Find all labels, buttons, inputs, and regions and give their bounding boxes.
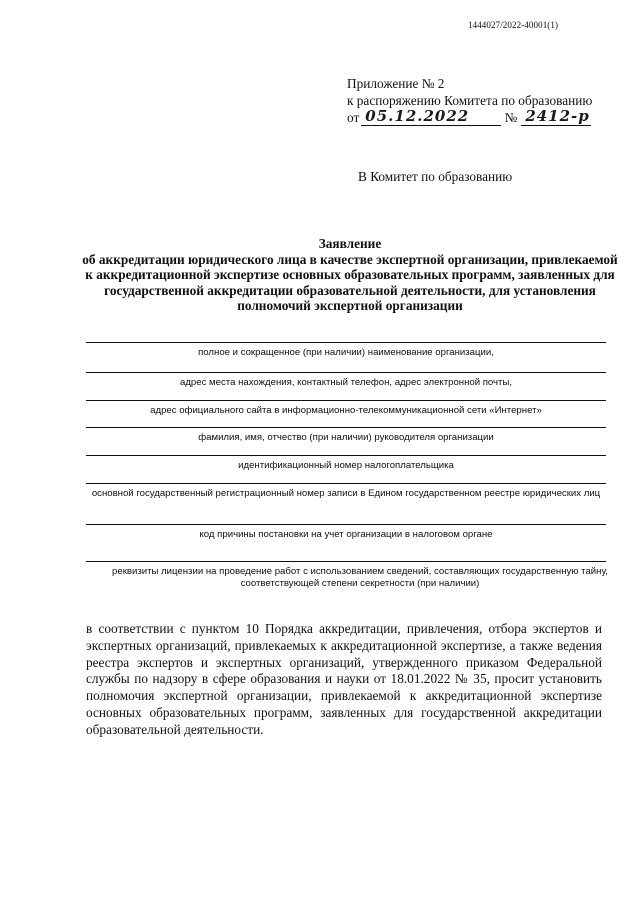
field-line-address	[86, 372, 606, 373]
handwritten-date: 05.12.2022	[365, 107, 470, 125]
caption-address: адрес места нахождения, контактный телефон, адрес электронной почты,	[179, 377, 513, 388]
document-registration-number: 1444027/2022-40001(1)	[468, 20, 559, 30]
caption-ogrn: основной государственный регистрационный номер записи в Едином государственном реестре юридических лиц	[91, 488, 601, 499]
field-line-website	[86, 400, 606, 401]
caption-org-name: полное и сокращенное (при наличии) наименование организации,	[198, 347, 494, 358]
field-line-org-name	[86, 342, 606, 343]
caption-license: реквизиты лицензии на проведение работ с использованием сведений, составляющих государственную тайну, соответствующей степени секретности (при наличии)	[112, 566, 608, 589]
date-line	[361, 109, 501, 126]
handwritten-number: 2412-р	[525, 107, 590, 125]
appendix-block	[347, 75, 592, 126]
caption-director: фамилия, имя, отчество (при наличии) руководителя организации	[198, 432, 494, 443]
field-line-kpp	[86, 524, 606, 525]
field-line-ogrn	[86, 483, 606, 484]
field-line-license	[86, 561, 606, 562]
caption-inn: идентификационный номер налогоплательщика	[238, 460, 454, 471]
number-label: №	[504, 110, 518, 125]
appendix-title: Приложение № 2	[347, 76, 445, 91]
addressee: В Комитет по образованию	[358, 169, 513, 184]
date-label: от	[347, 110, 360, 125]
appendix-date-number-row	[347, 109, 592, 126]
caption-kpp: код причины постановки на учет организации в налоговом органе	[199, 529, 493, 540]
statement-body: об аккредитации юридического лица в качестве экспертной организации, привлекаемой к аккредитационной экспертизе основных образовательных программ, заявленных для государственной аккредитации образовательной деятельности, для установления полномочий экспертной организации	[82, 251, 618, 313]
appendix-subtitle: к распоряжению Комитета по образованию	[347, 93, 593, 108]
caption-website: адрес официального сайта в информационно-телекоммуникационной сети «Интернет»	[150, 405, 542, 416]
statement-heading	[80, 236, 620, 314]
field-line-director	[86, 427, 606, 428]
statement-title: Заявление	[318, 236, 382, 251]
body-paragraph: в соответствии с пунктом 10 Порядка аккредитации, привлечения, отбора экспертов и экспертных организаций, привлекаемых к аккредитационной экспертизе, а также ведения реестра экспертов и экспертных организаций, утвержденного приказом Федеральной службы по надзору в сфере образования и науки от 18.01.2022 № 35, просит установить полномочия экспертной организации, привлекаемой к аккредитационной экспертизе основных образовательных программ, заявленных для государственной аккредитации образовательной деятельности.	[86, 621, 602, 737]
field-line-inn	[86, 455, 606, 456]
number-line	[521, 109, 591, 126]
